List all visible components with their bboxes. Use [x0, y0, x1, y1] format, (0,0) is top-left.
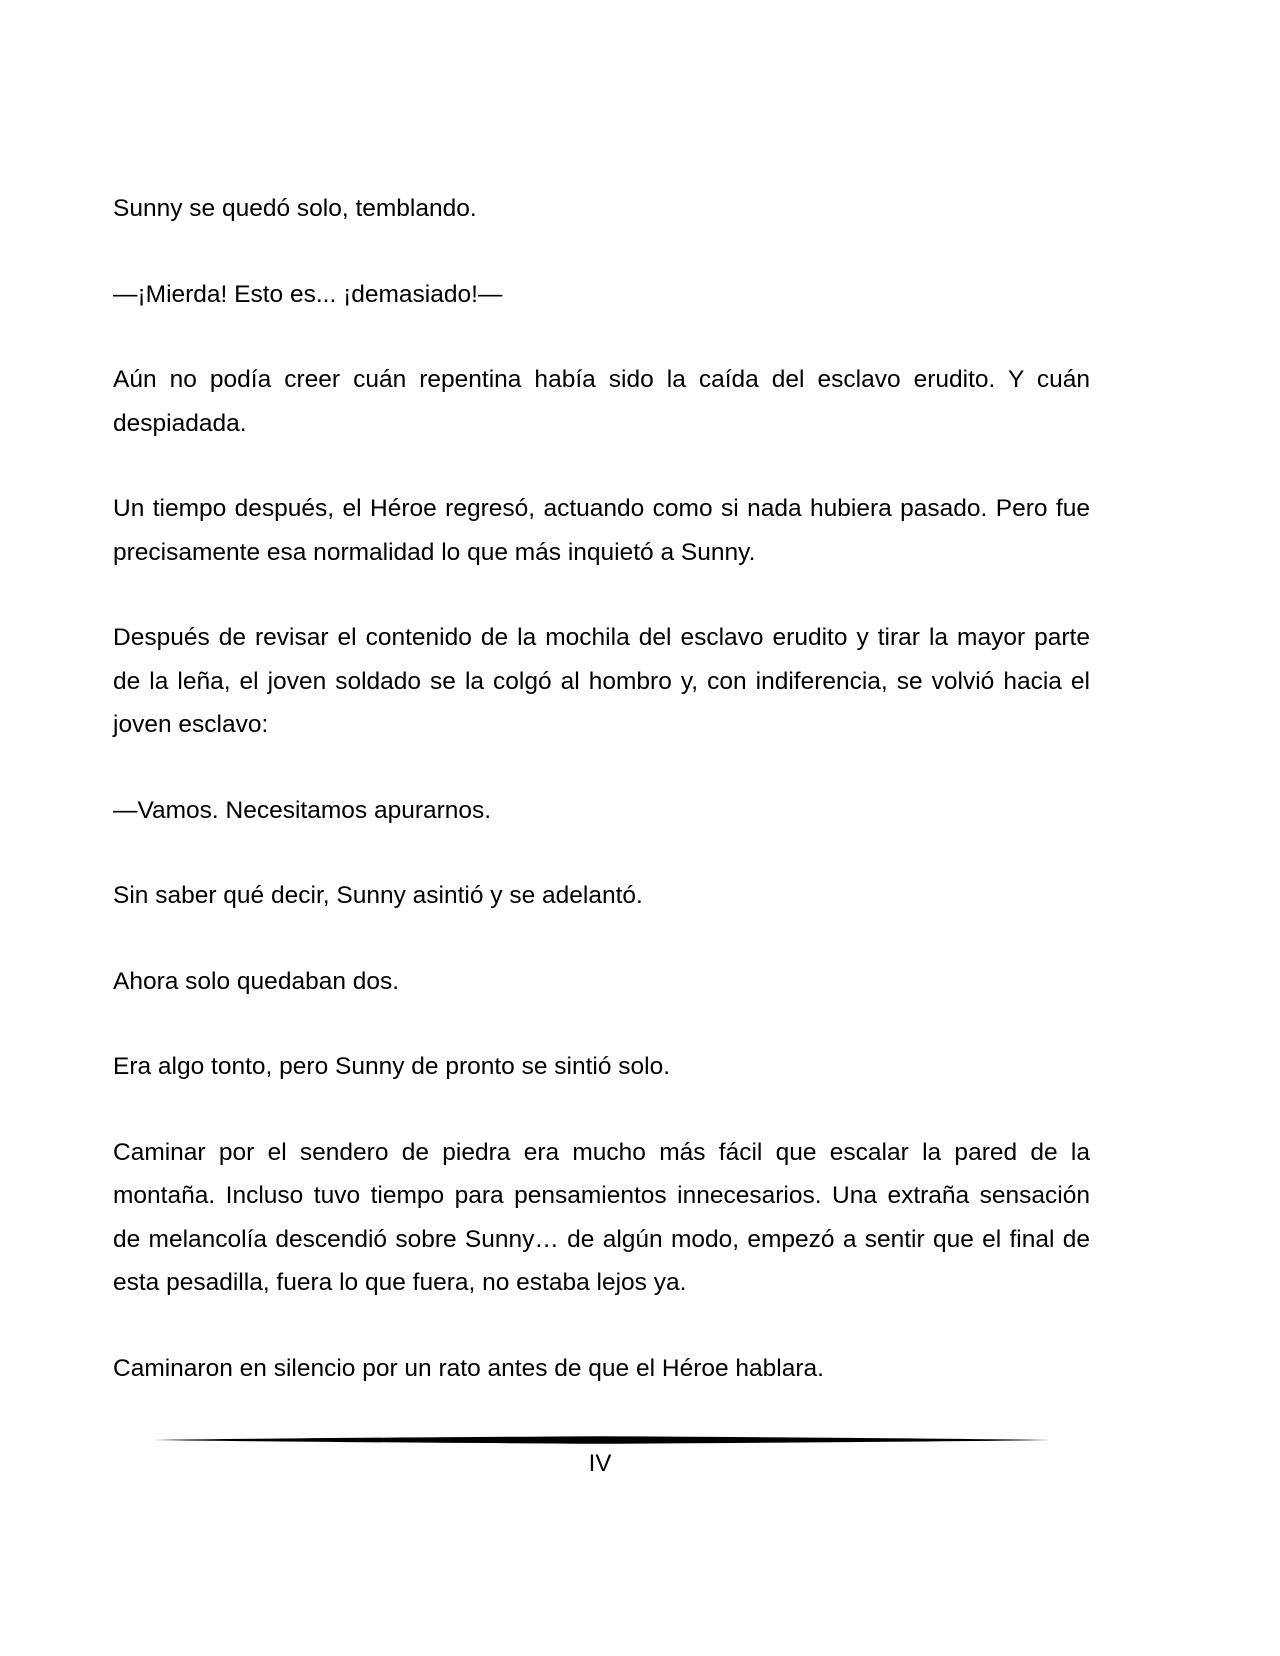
paragraph: Sunny se quedó solo, temblando.	[113, 195, 477, 222]
paragraph: Caminaron en silencio por un rato antes de que el Héroe hablara.	[113, 1354, 824, 1382]
footer-rule-swash	[152, 1436, 1050, 1444]
paragraph: Aún no podía creer cuán repentina había sido la caída del esclavo erudito. Y cuán despiadada.	[113, 366, 1090, 437]
paragraph: Un tiempo después, el Héroe regresó, actuando como si nada hubiera pasado. Pero fue precisamente esa normalidad lo que más inquietó a Sunny.	[113, 495, 1090, 566]
page-body	[113, 187, 1090, 1432]
paragraph: Sin saber qué decir, Sunny asintió y se adelantó.	[113, 882, 643, 909]
paragraph: —Vamos. Necesitamos apurarnos.	[113, 796, 492, 824]
paragraph: Era algo tonto, pero Sunny de pronto se sintió solo.	[113, 1053, 671, 1080]
footer-rule	[152, 1435, 1050, 1445]
paragraph: Después de revisar el contenido de la mochila del esclavo erudito y tirar la mayor parte de la leña, el joven soldado se la colgó al hombro y, con indiferencia, se volvió hacia el joven esclavo:	[113, 624, 1090, 738]
paragraph: Caminar por el sendero de piedra era mucho más fácil que escalar la pared de la montaña. Incluso tuvo tiempo para pensamientos innecesarios. Una extraña sensación de melancolía descendió sobre Sunny… de algún modo, empezó a sentir que el final de esta pesadilla, fuera lo que fuera, no estaba lejos ya.	[113, 1138, 1090, 1296]
paragraph: —¡Mierda! Esto es... ¡demasiado!—	[113, 280, 503, 308]
paragraph: Ahora solo quedaban dos.	[113, 967, 400, 995]
page-number: IV	[588, 1450, 612, 1477]
